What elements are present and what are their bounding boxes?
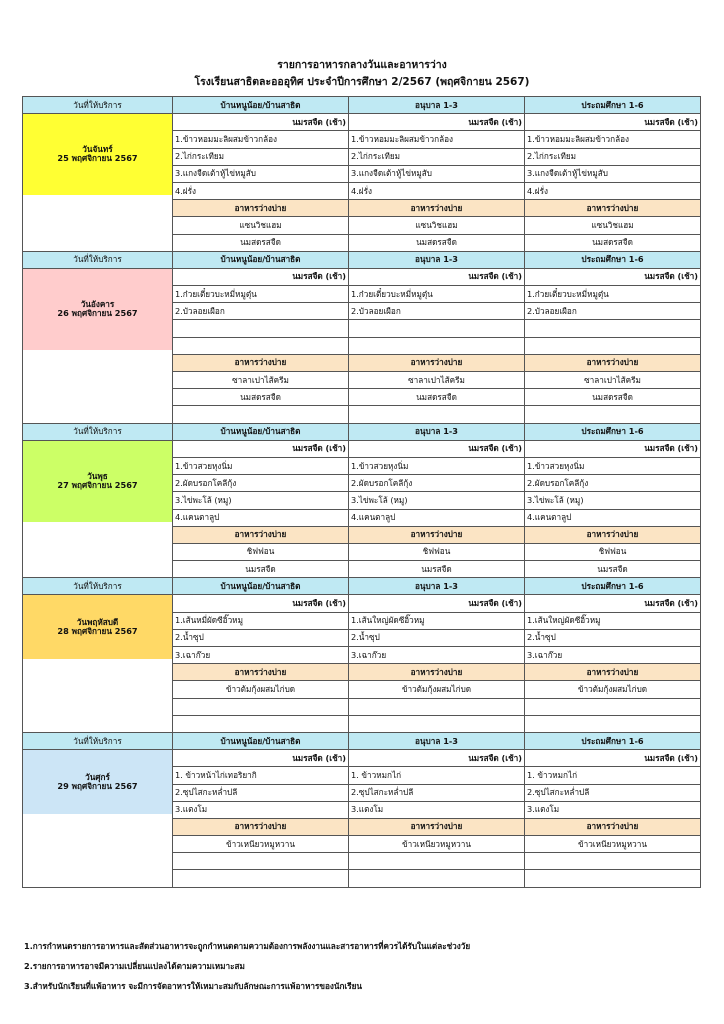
lunch-item: 1.ก๋วยเตี๋ยวบะหมี่หมูตุ๋น [349,286,525,303]
lunch-item: 1.ก๋วยเตี๋ยวบะหมี่หมูตุ๋น [173,286,349,303]
column-header-nursery: บ้านหนูน้อย/บ้านสาธิต [173,251,349,268]
day-date: 25 พฤศจิกายน 2567 [57,153,138,164]
lunch-item: 4.แคนตาลูป [349,509,525,526]
milk-label: นมรสจืด (เช้า) [349,595,525,612]
column-header-nursery: บ้านหนูน้อย/บ้านสาธิต [173,732,349,749]
column-header-kindergarten: อนุบาล 1-3 [349,732,525,749]
column-header-primary: ประถมศึกษา 1-6 [525,423,701,440]
lunch-item: 3.ไข่พะโล้ (หมู) [525,492,701,509]
snack-item: นมรสจืด [173,561,349,578]
header-row [23,423,701,440]
lunch-item: 4.แคนตาลูป [173,509,349,526]
snack-label: อาหารว่างบ่าย [349,664,525,681]
milk-label: นมรสจืด (เช้า) [173,595,349,612]
milk-label: นมรสจืด (เช้า) [349,268,525,285]
header-row [23,97,701,114]
day-cell [23,595,173,733]
day-name: วันพฤหัสบดี [76,616,119,627]
menu-title: รายการอาหารกลางวันและอาหารว่าง [277,59,447,71]
date-column-header: วันที่ให้บริการ [23,578,173,595]
lunch-item: 2.ไก่กระเทียม [173,148,349,165]
blank-cell [349,715,525,732]
snack-item: นมสดรสจืด [525,389,701,406]
date-column-header: วันที่ให้บริการ [23,732,173,749]
header-row [23,732,701,749]
day-date: 28 พฤศจิกายน 2567 [57,625,138,636]
school-subtitle: โรงเรียนสาธิตละอออุทิศ ประจำปีการศึกษา 2/2567 (พฤศจิกายน 2567) [194,76,530,88]
snack-label: อาหารว่างบ่าย [349,818,525,835]
lunch-item: 1.ข้าวสวยหุงนิ่ม [173,457,349,474]
lunch-item: 3.ไข่พะโล้ (หมู) [173,492,349,509]
lunch-item: 2.ผัดบรอกโคลีกุ้ง [173,475,349,492]
lunch-item [349,337,525,354]
column-header-nursery: บ้านหนูน้อย/บ้านสาธิต [173,578,349,595]
lunch-item: 3.แกงจืดเต้าหู้ไข่หมูสับ [349,165,525,182]
lunch-item: 4.แคนตาลูป [525,509,701,526]
lunch-item: 1.ข้าวสวยหุงนิ่ม [349,457,525,474]
lunch-item: 2.ไก่กระเทียม [349,148,525,165]
column-header-nursery: บ้านหนูน้อย/บ้านสาธิต [173,423,349,440]
snack-item: แซนวิชแฮม [349,217,525,234]
lunch-item: 2.ซุปไสกะหล่ำปลี [525,784,701,801]
column-header-kindergarten: อนุบาล 1-3 [349,251,525,268]
note-3: 3.สำหรับนักเรียนที่แพ้อาหาร จะมีการจัดอาหารให้เหมาะสมกับลักษณะการแพ้อาหารของนักเรียน [24,981,363,991]
lunch-item: 3.แตงโม [349,801,525,818]
milk-label: นมรสจืด (เช้า) [349,440,525,457]
date-column-header: วันที่ให้บริการ [23,251,173,268]
milk-row [23,440,701,457]
lunch-item: 1.เส้นใหญ่ผัดซีอิ๊วหมู [525,612,701,629]
notes [24,936,470,996]
day-cell [23,114,173,252]
lunch-item: 1. ข้าวหมกไก่ [525,767,701,784]
day-name: วันศุกร์ [85,771,110,782]
day-date: 29 พฤศจิกายน 2567 [57,780,138,791]
milk-label: นมรสจืด (เช้า) [349,114,525,131]
lunch-item: 1.เส้นหมี่ผัดซีอิ๊วหมู [173,612,349,629]
snack-item: ชิฟฟอน [525,543,701,560]
milk-label: นมรสจืด (เช้า) [525,595,701,612]
snack-item: นมสดรสจืด [173,234,349,251]
day-date: 27 พฤศจิกายน 2567 [57,479,138,490]
blank-cell [525,406,701,423]
column-header-primary: ประถมศึกษา 1-6 [525,97,701,114]
lunch-item: 2.บัวลอยเผือก [173,303,349,320]
milk-label: นมรสจืด (เช้า) [173,268,349,285]
column-header-kindergarten: อนุบาล 1-3 [349,97,525,114]
lunch-item: 2.น้ำซุป [349,629,525,646]
milk-label: นมรสจืด (เช้า) [173,750,349,767]
lunch-item: 2.ไก่กระเทียม [525,148,701,165]
snack-item: ชิฟฟอน [173,543,349,560]
day-cell [23,440,173,578]
lunch-item [173,337,349,354]
lunch-item: 1.ข้าวหอมมะลิผสมข้าวกล้อง [173,131,349,148]
day-date: 26 พฤศจิกายน 2567 [57,307,138,318]
snack-item: ข้าวต้มกุ้งผสมไก่บด [525,681,701,698]
lunch-item: 2.ซุปไสกะหล่ำปลี [173,784,349,801]
lunch-item: 2.บัวลอยเผือก [525,303,701,320]
lunch-item: 1. ข้าวหน้าไก่เทอริยากิ [173,767,349,784]
milk-label: นมรสจืด (เช้า) [173,114,349,131]
blank-cell [173,406,349,423]
header-row [23,578,701,595]
snack-item: ชิฟฟอน [349,543,525,560]
milk-label: นมรสจืด (เช้า) [525,750,701,767]
column-header-kindergarten: อนุบาล 1-3 [349,578,525,595]
column-header-primary: ประถมศึกษา 1-6 [525,251,701,268]
lunch-item: 1. ข้าวหมกไก่ [349,767,525,784]
blank-cell [173,698,349,715]
lunch-item: 3.แกงจืดเต้าหู้ไข่หมูสับ [173,165,349,182]
snack-label: อาหารว่างบ่าย [173,526,349,543]
lunch-item [349,320,525,337]
snack-item: นมสดรสจืด [173,389,349,406]
snack-item: นมสดรสจืด [525,234,701,251]
lunch-item: 3.เฉาก๊วย [525,647,701,664]
blank-cell [349,698,525,715]
snack-item: ข้าวต้มกุ้งผสมไก่บด [349,681,525,698]
milk-row [23,750,701,767]
snack-item: นมสดรสจืด [349,234,525,251]
note-2: 2.รายการอาหารอาจมีความเปลี่ยนแปลงได้ตามความเหมาะสม [24,961,245,971]
day-name: วันจันทร์ [82,144,113,155]
menu-table [22,96,701,888]
blank-cell [173,853,349,870]
note-1: 1.การกำหนดรายการอาหารและสัดส่วนอาหารจะถูกกำหนดตามความต้องการพลังงานและสารอาหารที่ควรได้รับในแต่ละช่วงวัย [24,941,471,951]
snack-label: อาหารว่างบ่าย [525,354,701,371]
blank-cell [173,715,349,732]
lunch-item: 3.เฉาก๊วย [349,647,525,664]
blank-cell [525,715,701,732]
lunch-item: 3.แตงโม [525,801,701,818]
snack-label: อาหารว่างบ่าย [173,200,349,217]
lunch-item: 3.เฉาก๊วย [173,647,349,664]
snack-label: อาหารว่างบ่าย [525,200,701,217]
day-name: วันพุธ [87,470,108,481]
snack-item: แซนวิชแฮม [525,217,701,234]
blank-cell [349,870,525,887]
blank-cell [349,406,525,423]
lunch-item: 4.ฝรั่ง [349,182,525,199]
lunch-item: 2.ผัดบรอกโคลีกุ้ง [349,475,525,492]
snack-label: อาหารว่างบ่าย [173,664,349,681]
snack-item: นมรสจืด [525,561,701,578]
snack-label: อาหารว่างบ่าย [525,526,701,543]
snack-item: นมสดรสจืด [349,389,525,406]
blank-cell [525,870,701,887]
milk-label: นมรสจืด (เช้า) [525,440,701,457]
milk-label: นมรสจืด (เช้า) [525,268,701,285]
lunch-item: 2.ผัดบรอกโคลีกุ้ง [525,475,701,492]
lunch-item: 2.ซุปไสกะหล่ำปลี [349,784,525,801]
lunch-item: 4.ฝรั่ง [173,182,349,199]
snack-label: อาหารว่างบ่าย [173,354,349,371]
snack-item: ข้าวเหนียวหมูหวาน [525,836,701,853]
lunch-item: 1.ข้าวหอมมะลิผสมข้าวกล้อง [349,131,525,148]
lunch-item: 2.น้ำซุป [173,629,349,646]
snack-item: ข้าวต้มกุ้งผสมไก่บด [173,681,349,698]
lunch-item: 2.บัวลอยเผือก [349,303,525,320]
milk-label: นมรสจืด (เช้า) [525,114,701,131]
column-header-nursery: บ้านหนูน้อย/บ้านสาธิต [173,97,349,114]
header-row [23,251,701,268]
column-header-kindergarten: อนุบาล 1-3 [349,423,525,440]
snack-label: อาหารว่างบ่าย [173,818,349,835]
lunch-item: 1.เส้นใหญ่ผัดซีอิ๊วหมู [349,612,525,629]
day-cell [23,750,173,888]
lunch-item: 2.น้ำซุป [525,629,701,646]
snack-label: อาหารว่างบ่าย [525,818,701,835]
lunch-item: 3.ไข่พะโล้ (หมู) [349,492,525,509]
lunch-item: 3.แตงโม [173,801,349,818]
snack-item: ข้าวเหนียวหมูหวาน [349,836,525,853]
snack-label: อาหารว่างบ่าย [349,354,525,371]
lunch-item [525,337,701,354]
milk-row [23,268,701,285]
lunch-item [173,320,349,337]
lunch-item: 4.ฝรั่ง [525,182,701,199]
day-name: วันอังคาร [80,298,115,309]
blank-cell [349,853,525,870]
milk-label: นมรสจืด (เช้า) [349,750,525,767]
date-column-header: วันที่ให้บริการ [23,423,173,440]
snack-item: แซนวิชแฮม [173,217,349,234]
lunch-item: 1.ข้าวหอมมะลิผสมข้าวกล้อง [525,131,701,148]
date-column-header: วันที่ให้บริการ [23,97,173,114]
snack-label: อาหารว่างบ่าย [349,200,525,217]
lunch-item: 1.ก๋วยเตี๋ยวบะหมี่หมูตุ๋น [525,286,701,303]
lunch-item: 1.ข้าวสวยหุงนิ่ม [525,457,701,474]
day-cell [23,268,173,423]
blank-cell [173,870,349,887]
milk-row [23,114,701,131]
snack-item: ข้าวเหนียวหมูหวาน [173,836,349,853]
snack-label: อาหารว่างบ่าย [349,526,525,543]
column-header-primary: ประถมศึกษา 1-6 [525,732,701,749]
lunch-item: 3.แกงจืดเต้าหู้ไข่หมูสับ [525,165,701,182]
snack-item: ซาลาเปาไส้ครีม [349,372,525,389]
milk-row [23,595,701,612]
milk-label: นมรสจืด (เช้า) [173,440,349,457]
lunch-item [525,320,701,337]
snack-item: ซาลาเปาไส้ครีม [525,372,701,389]
snack-item: ซาลาเปาไส้ครีม [173,372,349,389]
snack-label: อาหารว่างบ่าย [525,664,701,681]
blank-cell [525,698,701,715]
blank-cell [525,853,701,870]
column-header-primary: ประถมศึกษา 1-6 [525,578,701,595]
snack-item: นมรสจืด [349,561,525,578]
